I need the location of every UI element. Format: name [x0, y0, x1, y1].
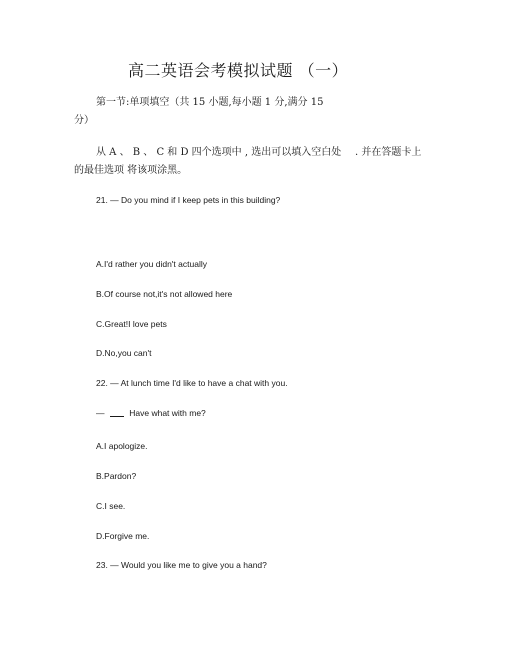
question-22-option-c: C.I see. — [96, 501, 126, 511]
question-22-option-d: D.Forgive me. — [96, 531, 150, 541]
question-21-option-c: C.Great!I love pets — [96, 319, 167, 329]
page-title: 高二英语会考模拟试题 （一） — [128, 61, 349, 80]
question-21-option-a: A.I'd rather you didn't actually — [96, 259, 207, 269]
question-22-stem: 22. — At lunch time I'd like to have a chat with you. — [96, 378, 288, 388]
question-22-option-b: B.Pardon? — [96, 471, 137, 481]
reply-text: Have what with me? — [129, 408, 206, 418]
question-21-option-b: B.Of course not,it's not allowed here — [96, 289, 233, 299]
question-21-option-d: D.No,you can't — [96, 348, 152, 358]
question-22-option-a: A.I apologize. — [96, 441, 148, 451]
reply-dash: — — [96, 408, 105, 418]
instruction-line1-part-a: 从 A 、 B 、 C 和 D 四个选项中 , 选出可以填入空白处 — [96, 147, 342, 158]
section-heading-line2: 分） — [74, 115, 94, 126]
answer-blank — [110, 416, 124, 417]
instruction-line2: 的最佳选项 将该项涂黑。 — [74, 165, 188, 176]
instruction-line1-part-b: . 并在答题卡上 — [355, 147, 422, 158]
question-21-stem: 21. — Do you mind if I keep pets in this building? — [96, 195, 281, 205]
question-22-reply — [96, 409, 206, 418]
section-heading-line1: 第一节:单项填空（共 15 小题,每小题 1 分,满分 15 — [96, 97, 324, 108]
question-23-stem: 23. — Would you like me to give you a hand? — [96, 560, 267, 570]
